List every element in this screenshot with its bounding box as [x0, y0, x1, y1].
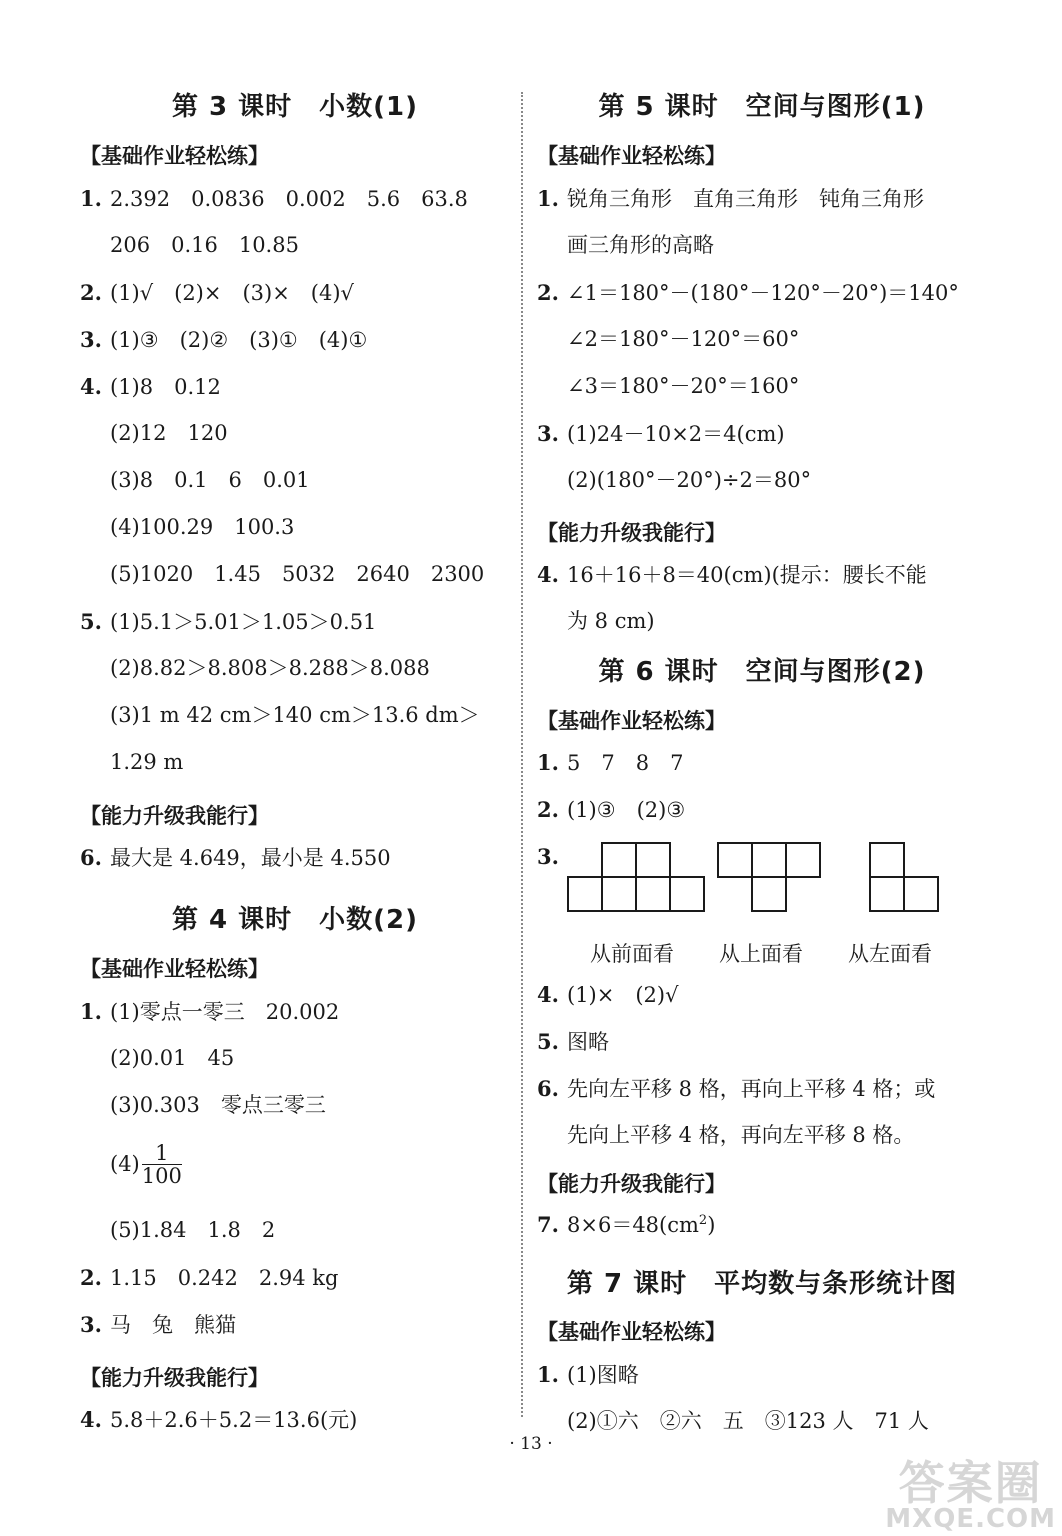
question-number: 2.: [80, 280, 102, 305]
answer-text: (1)零点一零三 20.002: [110, 1000, 340, 1024]
section-ability-heading: 【能力升级我能行】: [537, 521, 726, 545]
answer-text: 马 兔 熊猫: [110, 1313, 236, 1337]
column-divider: [521, 92, 523, 1417]
answer-text: 1.15 0.242 2.94 kg: [110, 1266, 339, 1290]
watermark-logo: [885, 1456, 1056, 1534]
lesson-7-title: 第 7 课时 平均数与条形统计图: [566, 1269, 958, 1299]
answer-line: 画三角形的高略: [567, 233, 714, 257]
answer-line: 为 8 cm): [567, 609, 655, 633]
question-number: 4.: [80, 374, 102, 399]
answer-line: (3)8 0.1 6 0.01: [110, 468, 310, 492]
question-number: 4.: [537, 982, 559, 1007]
answer-text: 锐角三角形 直角三角形 钝角三角形: [567, 187, 924, 211]
fraction-denominator: 100: [141, 1164, 182, 1189]
view-cell: [601, 876, 637, 912]
lesson-4-title: 第 4 课时 小数(2): [171, 905, 419, 935]
answer-line: ∠3＝180°－20°＝160°: [567, 374, 800, 398]
question-number: 7.: [537, 1212, 559, 1237]
answer-line: (2)①六 ②六 五 ③123 人 71 人: [567, 1409, 929, 1433]
question-number: 6.: [80, 845, 102, 870]
answer-line: [80, 1142, 182, 1187]
answer-line: [537, 1031, 609, 1053]
view-cell: [717, 842, 753, 878]
lesson-5-title: 第 5 课时 空间与图形(1): [598, 92, 926, 122]
answer-line: [537, 752, 683, 774]
top-view-label: 从上面看: [719, 942, 803, 966]
answer-text: (1)8 0.12: [110, 375, 221, 399]
superscript: 2: [698, 1213, 708, 1228]
section-ability-heading: 【能力升级我能行】: [80, 804, 269, 828]
question-number: 2.: [537, 280, 559, 305]
question-number: 3.: [80, 1312, 102, 1337]
watermark-text: 答案圈: [898, 1456, 1043, 1510]
answer-line: (2)0.01 45: [110, 1046, 235, 1070]
section-basic-heading: 【基础作业轻松练】: [537, 1320, 726, 1344]
answer-text: (1)③ (2)③: [567, 798, 686, 822]
front-view-label: 从前面看: [590, 942, 674, 966]
answer-line: (2)12 120: [110, 421, 228, 445]
section-ability-heading: 【能力升级我能行】: [537, 1172, 726, 1196]
question-number: 2.: [80, 1265, 102, 1290]
answer-line: [537, 799, 685, 821]
question-number: 1.: [537, 1362, 559, 1387]
answer-line: (5)1.84 1.8 2: [110, 1218, 276, 1242]
answer-line: [80, 188, 468, 210]
answer-text: (1)③ (2)② (3)① (4)①: [110, 328, 368, 352]
answer-text: (1)5.1＞5.01＞1.05＞0.51: [110, 610, 377, 634]
lesson-3-title: 第 3 课时 小数(1): [171, 92, 419, 122]
answer-line: (4)100.29 100.3: [110, 515, 295, 539]
answer-line: [537, 1364, 639, 1386]
answer-line: [80, 1001, 339, 1023]
fraction-numerator: 1: [142, 1142, 182, 1165]
page-number: · 13 ·: [509, 1434, 553, 1454]
question-number: 1.: [80, 186, 102, 211]
question-number: 6.: [537, 1076, 559, 1101]
question-number: 2.: [537, 797, 559, 822]
section-basic-heading: 【基础作业轻松练】: [80, 144, 269, 168]
answer-line: [80, 611, 376, 633]
answer-line: [80, 847, 391, 869]
view-cell: [635, 876, 671, 912]
answer-line: [80, 1267, 338, 1289]
answer-text: 8×6＝48(cm: [567, 1213, 699, 1237]
answer-line: [537, 846, 567, 868]
answer-line: [80, 282, 354, 304]
answer-line: [537, 423, 785, 445]
view-cell: [869, 876, 905, 912]
answer-line: [537, 282, 959, 304]
answer-text: (1)24－10×2＝4(cm): [567, 422, 785, 446]
view-cell: [869, 842, 905, 878]
answer-line: 先向上平移 4 格，再向左平移 8 格。: [567, 1123, 915, 1147]
view-cell: [785, 842, 821, 878]
answer-line: 1.29 m: [110, 750, 184, 774]
lesson-6-title: 第 6 课时 空间与图形(2): [598, 657, 926, 687]
view-cell: [751, 876, 787, 912]
answer-text: 5 7 8 7: [567, 751, 684, 775]
answer-text: 2.392 0.0836 0.002 5.6 63.8: [110, 187, 468, 211]
section-basic-heading: 【基础作业轻松练】: [537, 144, 726, 168]
answer-line: [537, 984, 678, 1006]
answer-line: [80, 329, 367, 351]
question-number: 1.: [537, 750, 559, 775]
answer-text: (1)√ (2)× (3)× (4)√: [110, 281, 354, 305]
section-basic-heading: 【基础作业轻松练】: [537, 709, 726, 733]
question-number: 1.: [537, 186, 559, 211]
answer-line: [537, 1078, 935, 1100]
view-cell: [601, 842, 637, 878]
answer-line: [80, 1314, 236, 1336]
answer-text: 图略: [567, 1030, 609, 1054]
answer-text: (4): [110, 1152, 140, 1177]
section-basic-heading: 【基础作业轻松练】: [80, 957, 269, 981]
answer-line: [80, 376, 221, 398]
answer-line: [80, 1409, 357, 1431]
answer-text: 最大是 4.649，最小是 4.550: [110, 846, 391, 870]
question-number: 4.: [80, 1407, 102, 1432]
answer-text: 5.8＋2.6＋5.2＝13.6(元): [110, 1408, 358, 1432]
left-view-label: 从左面看: [848, 942, 932, 966]
view-cell: [903, 876, 939, 912]
view-cell: [635, 842, 671, 878]
answer-line: (2)8.82＞8.808＞8.288＞8.088: [110, 656, 430, 680]
answer-text: 先向左平移 8 格，再向上平移 4 格；或: [567, 1077, 936, 1101]
answer-line: [537, 188, 924, 210]
answer-text: ): [707, 1213, 716, 1237]
view-cell: [567, 876, 603, 912]
question-number: 3.: [80, 327, 102, 352]
answer-line: (2)(180°－20°)÷2＝80°: [567, 468, 812, 492]
answer-line: (3)1 m 42 cm＞140 cm＞13.6 dm＞: [110, 703, 480, 727]
watermark-url: MXQE.COM: [885, 1504, 1056, 1534]
answer-line: 206 0.16 10.85: [110, 233, 299, 257]
answer-line: [537, 1214, 715, 1236]
view-cell: [751, 842, 787, 878]
answer-text: (1)图略: [567, 1363, 639, 1387]
question-number: 3.: [537, 844, 559, 869]
fraction: [142, 1142, 182, 1187]
view-cell: [669, 876, 705, 912]
answer-line: (3)0.303 零点三零三: [110, 1093, 326, 1117]
answer-line: (5)1020 1.45 5032 2640 2300: [110, 562, 485, 586]
question-number: 5.: [537, 1029, 559, 1054]
answer-text: 16＋16＋8＝40(cm)(提示：腰长不能: [567, 563, 927, 587]
answer-line: ∠2＝180°－120°＝60°: [567, 327, 800, 351]
question-number: 3.: [537, 421, 559, 446]
answer-text: ∠1＝180°－(180°－120°－20°)＝140°: [567, 281, 959, 305]
question-number: 4.: [537, 562, 559, 587]
answer-text: (1)× (2)√: [567, 983, 679, 1007]
question-number: 1.: [80, 999, 102, 1024]
question-number: 5.: [80, 609, 102, 634]
section-ability-heading: 【能力升级我能行】: [80, 1366, 269, 1390]
answer-line: [537, 564, 927, 586]
